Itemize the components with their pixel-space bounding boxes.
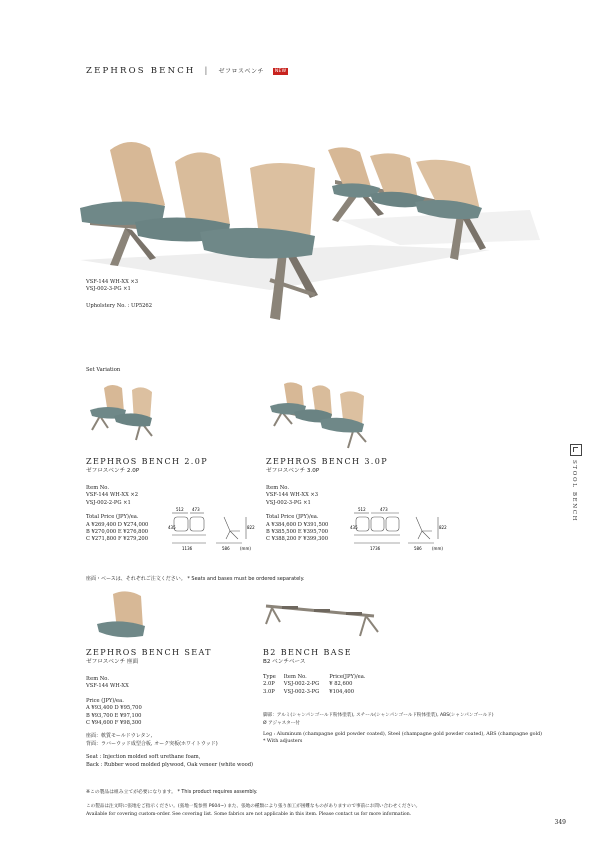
bench-2p-price-row-1: A ¥269,400 D ¥274,000 — [86, 521, 149, 528]
page-title: ZEPHROS BENCH — [86, 66, 196, 76]
bench-2p-price-row-3: C ¥271,800 F ¥279,200 — [86, 536, 149, 543]
seat-price-row-1: A ¥93,400 D ¥95,700 — [86, 705, 142, 712]
seat-item-label: Item No. — [86, 676, 109, 682]
upholstery-no: Upholstery No. : UP5262 — [86, 302, 153, 309]
bench-2p-dim-d: 586 — [222, 546, 230, 551]
bench-2p-dim-unit: (mm) — [240, 546, 251, 551]
base-title: B2 BENCH BASE — [263, 648, 353, 657]
base-section — [263, 648, 542, 746]
table-row — [263, 681, 366, 688]
bench-3p-dim-w2: 473 — [380, 507, 388, 512]
new-badge: NEW — [274, 69, 287, 74]
page-number: 349 — [554, 819, 566, 826]
seat-item: VSF-144 WH-XX — [86, 683, 129, 690]
bench-2p-item-label: Item No. — [86, 485, 109, 491]
base-row-price: ¥104,400 — [329, 688, 355, 695]
bench-2p-item-2: VSJ-002-2-PG ×1 — [86, 499, 131, 506]
hero-line-1: VSF-144 WH-XX ×3 — [86, 279, 139, 285]
base-col-type: Type — [263, 674, 276, 680]
page-subtitle-jp: ゼフロスベンチ — [218, 68, 264, 75]
bench-3p-price-row-1: A ¥384,600 D ¥391,500 — [266, 521, 329, 528]
bench-2p-dim-w1: 512 — [176, 507, 184, 512]
side-tab — [570, 444, 582, 554]
base-table-header — [263, 674, 366, 681]
seat-section — [86, 648, 253, 769]
base-material-jp-1: 脚部：アルミ(シャンパンゴールド粉体塗装), スチール(シャンパンゴールド粉体塗装), ABS(シャンパンゴールド) — [263, 713, 494, 719]
header-separator: | — [204, 66, 210, 76]
bench-2p-title: ZEPHROS BENCH 2.0P — [86, 457, 209, 466]
seat-price-row-3: C ¥94,600 F ¥98,300 — [86, 720, 142, 727]
base-row-item: VSJ-002-3-PG — [283, 688, 320, 695]
bench-2p-subtitle: ゼフロスベンチ 2.0P — [86, 468, 140, 474]
stool-icon — [570, 444, 582, 456]
base-col-item: Item No. — [283, 674, 307, 680]
bench-2p-price-row-2: B ¥270,000 E ¥276,800 — [86, 529, 149, 536]
bench-2p-price-label: Total Price (JPY)/ea. — [86, 514, 139, 521]
bench-3p-dim-h2: 822 — [439, 525, 447, 530]
seat-material-jp-1: 座面：軟質モールドウレタン, — [86, 733, 153, 740]
seat-material-en-2: Back : Rubber wood molded plywood, Oak veneer (white wood) — [86, 761, 254, 768]
bench-2p-photo — [86, 380, 156, 442]
bench-2p-dim-h2: 822 — [247, 525, 255, 530]
bench-3p-item-2: VSJ-002-3-PG ×1 — [266, 499, 311, 506]
seat-subtitle: ゼフロスベンチ 座面 — [86, 659, 139, 665]
base-material-en-1: Leg : Aluminum (champagne gold powder coated), Steel (champagne gold powder coated), ABS (champagne gold) — [263, 732, 543, 738]
seat-title: ZEPHROS BENCH SEAT — [86, 648, 212, 657]
base-material-jp-2: Ø アジャスター付 — [263, 720, 300, 726]
footer-assembly-note: ※この製品は組み立てが必要になります。 * This product requires assembly. — [86, 790, 258, 795]
seat-price-row-2: B ¥93,700 E ¥97,100 — [86, 712, 142, 719]
bench-3p-price-label: Total Price (JPY)/ea. — [266, 514, 319, 521]
base-photo — [262, 598, 382, 638]
bench-3p-dimension-drawing — [350, 505, 452, 553]
bench-3p-dim-d: 586 — [414, 546, 422, 551]
bench-3p-dim-unit: (mm) — [432, 546, 443, 551]
hero-caption — [86, 279, 152, 310]
bench-3p-dim-h1: 435 — [350, 525, 358, 530]
seat-material-jp-2: 背面：ラバーウッド成型合板, オーク突板(ホワイトウッド) — [86, 740, 218, 747]
order-note: 座面・ベースは、それぞれご注文ください。 * Seats and bases must be ordered separately. — [86, 576, 305, 582]
bench-2p-dim-w2: 473 — [192, 507, 200, 512]
bench-3p-dim-w1: 512 — [358, 507, 366, 512]
base-price-table — [263, 674, 366, 696]
bench-2p-dim-h1: 435 — [168, 525, 176, 530]
base-row-type: 3.0P — [263, 688, 275, 695]
table-row — [263, 689, 366, 696]
base-row-price: ¥ 82,600 — [329, 681, 353, 688]
footer-notes — [86, 789, 420, 818]
bench-2p-dimension-drawing — [168, 505, 258, 553]
seat-price-label: Price (JPY)/ea. — [86, 697, 124, 704]
bench-3p-subtitle: ゼフロスベンチ 3.0P — [266, 468, 320, 474]
seat-material-en-1: Seat : Injection molded soft urethane foam, — [86, 754, 201, 761]
bench-3p-item-1: VSF-144 WH-XX ×3 — [266, 492, 319, 499]
base-col-price: Price(JPY)/ea. — [329, 674, 366, 680]
bench-3p-price-row-3: C ¥388,200 F ¥399,300 — [266, 536, 329, 543]
hero-line-2: VSJ-002-3-PG ×1 — [86, 286, 131, 293]
bench-2p-dim-total: 1136 — [182, 546, 193, 551]
base-row-item: VSJ-002-2-PG — [283, 681, 320, 688]
bench-3p-dim-total: 1736 — [370, 546, 381, 551]
base-material-en-2: * With adjusters — [263, 739, 303, 745]
side-tab-label: STOOL BENCH — [571, 460, 577, 523]
bench-3p-photo — [268, 380, 370, 450]
bench-3p-price-row-2: B ¥385,500 E ¥395,700 — [266, 529, 329, 536]
base-subtitle: B2 ベンチベース — [263, 659, 306, 665]
seat-photo — [95, 590, 151, 642]
bench-3p-title: ZEPHROS BENCH 3.0P — [266, 457, 389, 466]
bench-2p-item-1: VSF-144 WH-XX ×2 — [86, 492, 139, 499]
bench-3p-item-label: Item No. — [266, 485, 289, 491]
base-row-type: 2.0P — [263, 681, 275, 688]
footer-covering-note-jp: この製品は注文時に張地をご指示ください。(張地一覧参照 P604~) また、張地の種類により張り加工が困難なものがありますので事前にお問い合わせください。 — [86, 804, 421, 810]
set-variation-label: Set Variation — [86, 367, 121, 373]
footer-covering-note-en: Available for covering custom-order. See covering list. Some fabrics are not applicable in this item. Please contact us for more information. — [86, 811, 412, 817]
page-header — [86, 66, 288, 76]
